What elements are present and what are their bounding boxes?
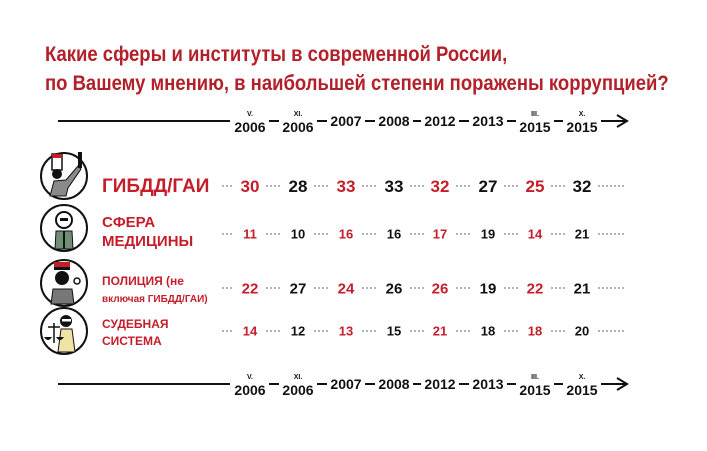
data-value: 32 [430, 177, 450, 197]
period-month-label: III. [531, 111, 539, 118]
data-value: 27 [289, 280, 307, 298]
period-year-label: 2013 [472, 113, 504, 129]
data-value: 18 [480, 323, 496, 339]
data-value: 32 [572, 177, 592, 197]
head-shape [52, 169, 62, 179]
table-row [41, 205, 625, 251]
period-year-label: 2006 [234, 382, 266, 398]
period-year-label: 2008 [378, 376, 410, 392]
period-month-label: V. [247, 111, 253, 118]
row-label: СФЕРА [102, 214, 156, 231]
justice-scales-icon [41, 308, 87, 354]
period-year-label: 2015 [519, 119, 551, 135]
row-label: СИСТЕМА [102, 334, 162, 348]
period-year-label: 2015 [519, 382, 551, 398]
robe-shape [58, 329, 75, 352]
period-month-label: X. [578, 111, 586, 118]
timeline-axis-top [58, 111, 627, 135]
title-line-1: Какие сферы и институты в современной России, [45, 43, 508, 66]
data-value: 17 [432, 226, 448, 242]
row-label: СУДЕБНАЯ [102, 317, 169, 331]
data-value: 24 [337, 280, 355, 298]
period-year-label: 2013 [472, 376, 504, 392]
data-value: 14 [527, 226, 543, 242]
period-year-label: 2015 [566, 119, 598, 135]
period-year-label: 2006 [234, 119, 266, 135]
data-value: 14 [242, 323, 258, 339]
row-label: включая ГИБДД/ГАИ) [102, 294, 208, 305]
data-value: 21 [573, 280, 591, 298]
data-value: 33 [384, 177, 404, 197]
data-value: 19 [479, 280, 497, 298]
data-value: 26 [385, 280, 403, 298]
data-value: 12 [290, 323, 306, 339]
table-row [41, 308, 625, 354]
data-value: 20 [574, 323, 590, 339]
period-year-label: 2012 [424, 376, 456, 392]
period-year-label: 2006 [282, 382, 314, 398]
title-line-2: по Вашему мнению, в наибольшей степени поражены коррупцией? [45, 72, 669, 95]
traffic-police-icon [41, 152, 87, 199]
row-label: МЕДИЦИНЫ [102, 233, 194, 250]
cap-visor [54, 267, 70, 270]
data-value: 16 [386, 226, 402, 242]
period-year-label: 2006 [282, 119, 314, 135]
baton-shape [78, 152, 82, 168]
data-value: 13 [338, 323, 354, 339]
data-value: 16 [338, 226, 354, 242]
table-row [41, 260, 625, 306]
data-value: 28 [288, 177, 308, 197]
row-label: ГИБДД/ГАИ [102, 176, 210, 197]
data-value: 25 [525, 177, 545, 197]
data-value: 22 [241, 280, 259, 298]
body-shape [51, 289, 74, 304]
data-value: 33 [336, 177, 356, 197]
period-year-label: 2012 [424, 113, 456, 129]
eyes-shape [60, 218, 68, 221]
row-label: ПОЛИЦИЯ (не [102, 274, 184, 288]
data-value: 26 [431, 280, 449, 298]
table-row [41, 152, 625, 199]
cap-shape [54, 262, 70, 267]
data-value: 10 [290, 226, 306, 242]
data-value: 18 [527, 323, 543, 339]
period-month-label: X. [578, 374, 586, 381]
period-year-label: 2007 [330, 113, 362, 129]
data-value: 22 [526, 280, 544, 298]
period-year-label: 2015 [566, 382, 598, 398]
head-shape [55, 271, 69, 285]
data-value: 21 [432, 323, 448, 339]
doctor-icon [41, 205, 87, 251]
blindfold-shape [62, 319, 71, 322]
data-value: 11 [243, 226, 257, 242]
period-month-label: XI. [293, 374, 303, 381]
data-value: 19 [480, 226, 496, 242]
period-month-label: III. [531, 374, 539, 381]
period-month-label: XI. [293, 111, 303, 118]
data-value: 27 [478, 177, 498, 197]
police-officer-icon [41, 260, 87, 306]
period-year-label: 2007 [330, 376, 362, 392]
data-value: 21 [574, 226, 590, 242]
data-value: 30 [240, 177, 260, 197]
period-month-label: V. [247, 374, 253, 381]
cap-band [52, 154, 62, 158]
timeline-axis-bottom [58, 374, 627, 398]
data-value: 15 [386, 323, 402, 339]
period-year-label: 2008 [378, 113, 410, 129]
